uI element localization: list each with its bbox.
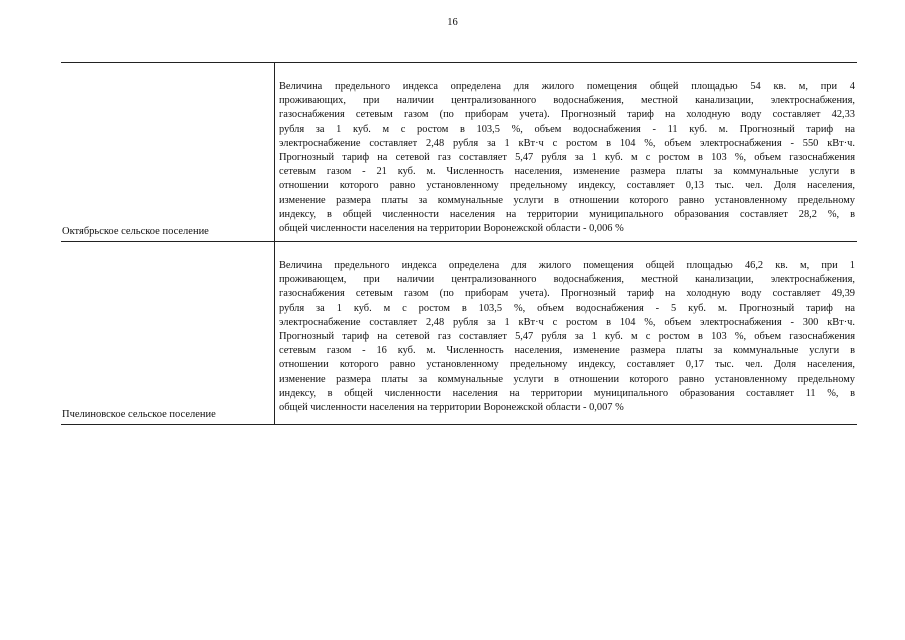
description-line: изменение размера платы за коммунальные услуги в отношении которого равно установленному предельному (279, 373, 855, 385)
settlement-name-cell (61, 63, 275, 241)
description-line: рубля за 1 куб. м с ростом в 103,5 %, объем водоснабжения - 11 куб. м. Прогнозный тариф на (279, 123, 855, 135)
description-line: изменение размера платы за коммунальные услуги в отношении которого равно установленному предельному (279, 194, 855, 206)
description-line: Прогнозный тариф на сетевой газ составляет 5,47 рубля за 1 куб. м с ростом в 103 %, объем газоснабжения (279, 152, 855, 164)
page-number: 16 (447, 17, 458, 28)
description-line: электроснабжение составляет 2,48 рубля за 1 кВт·ч с ростом в 104 %, объем электроснабжения - 550 кВт·ч. (279, 137, 855, 149)
settlement-name-cell (61, 242, 275, 424)
table-row (61, 242, 857, 425)
description-line: проживающем, при наличии централизованного водоснабжения, местной канализации, электроснабжения, (279, 274, 855, 286)
description-line: газоснабжения сетевым газом (по приборам учета). Прогнозный тариф на холодную воду составляет 49,39 (279, 288, 855, 300)
description-line: общей численности населения на территории Воронежской области - 0,006 % (279, 223, 624, 235)
description-line: Величина предельного индекса определена для жилого помещения общей площадью 46,2 кв. м, при 1 (279, 260, 855, 271)
description-line: рубля за 1 куб. м с ростом в 103,5 %, объем водоснабжения - 5 куб. м. Прогнозный тариф на (279, 302, 855, 314)
table-row (61, 63, 857, 242)
description-line: сетевым газом - 21 куб. м. Численность населения, изменение размера платы за коммунальные услуги в (279, 166, 855, 178)
description-line: индексу, в общей численности населения на территории муниципального образования составляет 28,2 %, в (279, 208, 855, 220)
description-line: Прогнозный тариф на сетевой газ составляет 5,47 рубля за 1 куб. м с ростом в 103 %, объем газоснабжения (279, 331, 855, 343)
description-line: отношении которого равно установленному предельному индексу, составляет 0,17 тыс. чел. Доля населения, (279, 359, 855, 371)
description-line: общей численности населения на территории Воронежской области - 0,007 % (279, 402, 624, 414)
description-line: отношении которого равно установленному предельному индексу, составляет 0,13 тыс. чел. Доля населения, (279, 180, 855, 192)
settlement-description-cell (275, 242, 857, 424)
settlement-name: Пчелиновское сельское поселение (62, 409, 216, 420)
settlement-description-cell (275, 63, 857, 241)
description-line: Величина предельного индекса определена для жилого помещения общей площадью 54 кв. м, при 4 (279, 81, 855, 92)
settlements-table (61, 62, 857, 425)
description-line: газоснабжения сетевым газом (по приборам учета). Прогнозный тариф на холодную воду составляет 42,33 (279, 109, 855, 121)
description-line: электроснабжение составляет 2,48 рубля за 1 кВт·ч с ростом в 104 %, объем электроснабжения - 300 кВт·ч. (279, 316, 855, 328)
description-line: проживающих, при наличии централизованного водоснабжения, местной канализации, электроснабжения, (279, 95, 855, 107)
description-line: индексу, в общей численности населения на территории муниципального образования составляет 11 %, в (279, 387, 855, 399)
description-line: сетевым газом - 16 куб. м. Численность населения, изменение размера платы за коммунальные услуги в (279, 345, 855, 357)
settlement-name: Октябрьское сельское поселение (62, 226, 209, 237)
